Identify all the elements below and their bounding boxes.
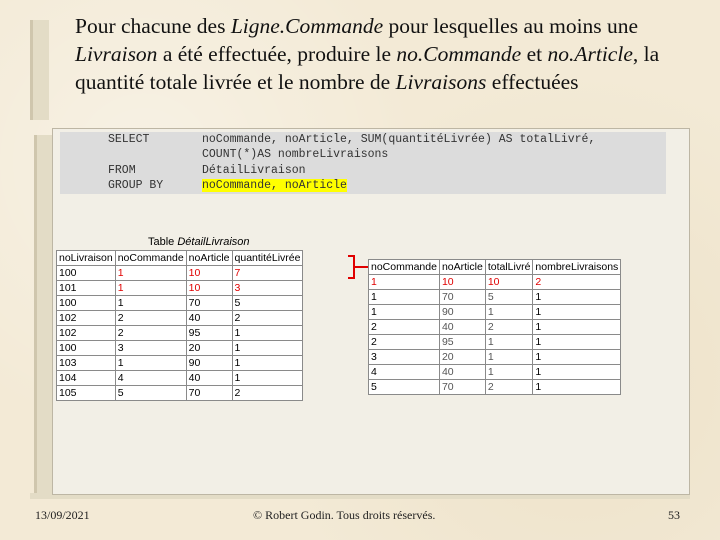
table-cell: 2 — [115, 311, 186, 326]
table-cell: 102 — [57, 311, 116, 326]
table-cell: 102 — [57, 326, 116, 341]
table-cell: 1 — [533, 305, 621, 320]
table-cell: 10 — [186, 281, 232, 296]
table-cell: 100 — [57, 296, 116, 311]
table-cell: 1 — [485, 350, 533, 365]
table-row — [57, 356, 303, 371]
sql-line-from — [60, 164, 666, 179]
table-cell: 105 — [57, 386, 116, 401]
table-header-row — [369, 260, 621, 275]
sql-line-group — [60, 179, 666, 194]
table-cell: 5 — [115, 386, 186, 401]
title-italic-3: no.Commande — [396, 42, 522, 66]
table-cell: 2 — [485, 380, 533, 395]
column-header: quantitéLivrée — [232, 251, 303, 266]
table-cell: 103 — [57, 356, 116, 371]
table-cell: 5 — [232, 296, 303, 311]
sql-from-table: DétailLivraison — [202, 164, 306, 177]
table-row — [369, 305, 621, 320]
column-header: noCommande — [115, 251, 186, 266]
table-cell: 1 — [115, 356, 186, 371]
table-cell: 2 — [369, 335, 440, 350]
table-cell: 40 — [186, 371, 232, 386]
table-cell: 1 — [485, 335, 533, 350]
table-row — [57, 371, 303, 386]
table-row — [57, 296, 303, 311]
title-text-1: Pour chacune des — [75, 14, 231, 38]
title-text-2: pour lesquelles au moins une — [383, 14, 639, 38]
table-row — [369, 275, 621, 290]
table-cell: 1 — [533, 320, 621, 335]
table-cell: 2 — [232, 311, 303, 326]
table-row — [57, 311, 303, 326]
slide-title — [75, 12, 685, 96]
table-row — [369, 320, 621, 335]
title-text-4: et — [521, 42, 548, 66]
title-text-5: , la quantité totale livrée et le nombre de — [75, 42, 660, 94]
title-italic-5: Livraisons — [395, 70, 487, 94]
table-cell: 101 — [57, 281, 116, 296]
table-caption-name: DétailLivraison — [177, 236, 250, 248]
table-cell: 100 — [57, 266, 116, 281]
table-cell: 100 — [57, 341, 116, 356]
table-cell: 2 — [115, 326, 186, 341]
table-cell: 1 — [533, 365, 621, 380]
title-italic-2: Livraison — [75, 42, 158, 66]
table-cell: 1 — [232, 371, 303, 386]
title-italic-1: Ligne.Commande — [230, 14, 384, 38]
sql-query-block — [60, 132, 666, 194]
table-cell: 5 — [369, 380, 440, 395]
table-cell: 1 — [533, 380, 621, 395]
table-cell: 1 — [533, 350, 621, 365]
table-cell: 1 — [533, 335, 621, 350]
title-text-3: a été effectuée, produire le — [157, 42, 397, 66]
table-cell: 2 — [485, 320, 533, 335]
footer-page-number: 53 — [668, 508, 680, 522]
table-cell: 70 — [186, 296, 232, 311]
column-header: noArticle — [439, 260, 485, 275]
table-cell: 4 — [369, 365, 440, 380]
table-cell: 1 — [369, 305, 440, 320]
detail-livraison-table — [56, 250, 303, 401]
table-row — [369, 350, 621, 365]
table-row — [57, 386, 303, 401]
footer-date: 13/09/2021 — [35, 508, 90, 522]
sql-keyword-select: SELECT — [108, 133, 150, 146]
table-row — [57, 281, 303, 296]
table-cell: 90 — [439, 305, 485, 320]
footer-copyright: © Robert Godin. Tous droits réservés. — [253, 508, 436, 522]
table-row — [369, 380, 621, 395]
table-row — [369, 290, 621, 305]
table-cell: 3 — [115, 341, 186, 356]
table-cell: 1 — [485, 365, 533, 380]
column-header: noArticle — [186, 251, 232, 266]
table-row — [369, 365, 621, 380]
table-row — [57, 266, 303, 281]
title-italic-4: no.Article — [547, 42, 633, 66]
table-cell: 1 — [232, 326, 303, 341]
table-cell: 1 — [115, 296, 186, 311]
table-cell: 10 — [485, 275, 533, 290]
table-cell: 4 — [115, 371, 186, 386]
table-cell: 95 — [439, 335, 485, 350]
column-header: noLivraison — [57, 251, 116, 266]
sql-keyword-from: FROM — [108, 164, 136, 177]
title-text-6: effectuées — [486, 70, 579, 94]
table-row — [369, 335, 621, 350]
sql-group-columns: noCommande, noArticle — [202, 179, 347, 192]
column-header: nombreLivraisons — [533, 260, 621, 275]
table-cell: 10 — [439, 275, 485, 290]
table-cell: 95 — [186, 326, 232, 341]
table-row — [57, 326, 303, 341]
table-cell: 2 — [232, 386, 303, 401]
table-cell: 5 — [485, 290, 533, 305]
table-cell: 40 — [186, 311, 232, 326]
sql-select-columns-2: COUNT(*)AS nombreLivraisons — [202, 148, 389, 161]
decorative-bar-left — [34, 135, 53, 495]
table-cell: 20 — [439, 350, 485, 365]
table-cell: 3 — [369, 350, 440, 365]
table-cell: 70 — [186, 386, 232, 401]
table-cell: 90 — [186, 356, 232, 371]
table-cell: 1 — [115, 281, 186, 296]
table-caption — [148, 236, 250, 248]
table-row — [57, 341, 303, 356]
table-cell: 2 — [533, 275, 621, 290]
table-cell: 70 — [439, 290, 485, 305]
result-table — [368, 259, 621, 395]
sql-line-count — [60, 148, 666, 163]
table-cell: 2 — [369, 320, 440, 335]
table-cell: 1 — [232, 341, 303, 356]
table-cell: 1 — [533, 290, 621, 305]
table-cell: 7 — [232, 266, 303, 281]
table-cell: 20 — [186, 341, 232, 356]
table-cell: 3 — [232, 281, 303, 296]
table-cell: 1 — [485, 305, 533, 320]
table-cell: 40 — [439, 365, 485, 380]
table-cell: 70 — [439, 380, 485, 395]
table-cell: 1 — [115, 266, 186, 281]
table-cell: 1 — [232, 356, 303, 371]
sql-select-columns: noCommande, noArticle, SUM(quantitéLivrée) AS totalLivré, — [202, 133, 596, 146]
table-cell: 10 — [186, 266, 232, 281]
decorative-bar-top — [30, 20, 49, 120]
sql-line-select — [60, 133, 666, 148]
column-header: noCommande — [369, 260, 440, 275]
table-cell: 1 — [369, 290, 440, 305]
table-cell: 104 — [57, 371, 116, 386]
table-header-row — [57, 251, 303, 266]
table-cell: 40 — [439, 320, 485, 335]
sql-keyword-group-by: GROUP BY — [108, 179, 164, 192]
column-header: totalLivré — [485, 260, 533, 275]
table-cell: 1 — [369, 275, 440, 290]
table-caption-prefix: Table — [148, 236, 178, 248]
